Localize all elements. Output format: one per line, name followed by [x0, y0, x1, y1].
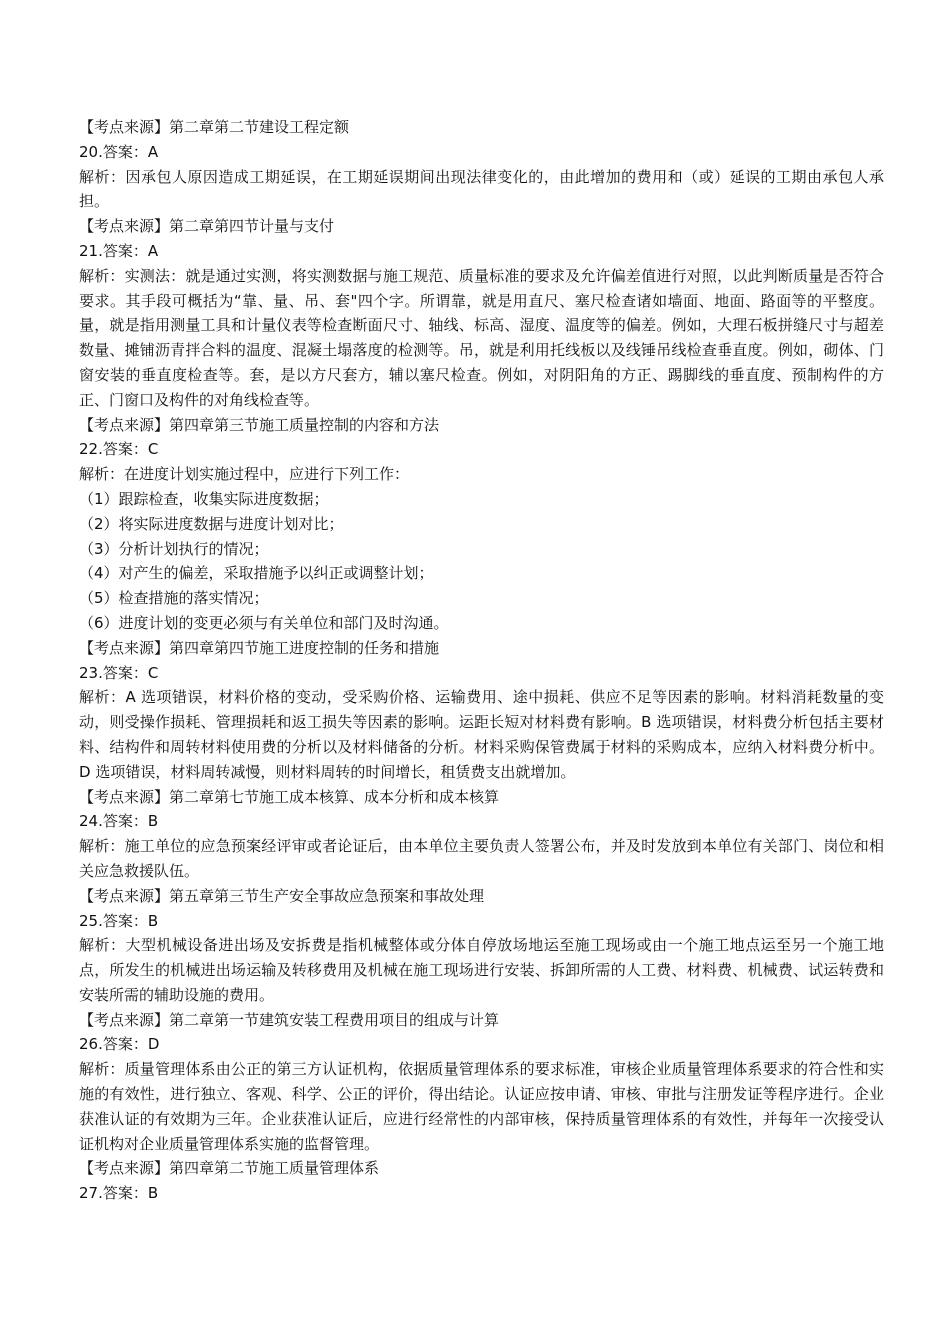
analysis-paragraph: 解析：施工单位的应急预案经评审或者论证后，由本单位主要负责人签署公布，并及时发放到本单位有关部门、岗位和相关应急救援队伍。 [79, 837, 884, 880]
answer-line: 26.答案：D [79, 1035, 160, 1054]
list-item: （1）跟踪检查，收集实际进度数据； [79, 489, 329, 508]
source-line: 【考点来源】第五章第三节生产安全事故应急预案和事故处理 [79, 886, 485, 905]
analysis-paragraph: 解析：质量管理体系由公正的第三方认证机构，依据质量管理体系的要求标准，审核企业质量管理体系要求的符合性和实施的有效性，进行独立、客观、科学、公正的评价，得出结论。认证应按申请、审核、审批与注册发证等程序进行。企业获准认证的有效期为三年。企业获准认证后，应进行经常性的内部审核，保持质量管理体系的有效性，并每年一次接受认证机构对企业质量管理体系实施的监督管理。 [79, 1060, 884, 1153]
answer-line: 23.答案：C [79, 663, 159, 682]
analysis-paragraph: 解析：A 选项错误，材料价格的变动，受采购价格、运输费用、途中损耗、供应不足等因素的影响。材料消耗数量的变动，则受操作损耗、管理损耗和返工损失等因素的影响。运距长短对材料费有影响。B 选项错误，材料费分析包括主要材料、结构件和周转材料使用费的分析以及材料储备的分析。材料采购保管费属于材料的采购成本，应纳入材料费分析中。D 选项错误，材料周转减慢，则材料周转的时间增长，租赁费支出就增加。 [79, 688, 884, 781]
answer-line: 27.答案：B [79, 1184, 159, 1203]
list-item: （4）对产生的偏差，采取措施予以纠正或调整计划； [79, 564, 434, 583]
source-line: 【考点来源】第二章第四节计量与支付 [79, 217, 335, 236]
analysis-paragraph: 解析：大型机械设备进出场及安拆费是指机械整体或分体自停放场地运至施工现场或由一个施工地点运至另一个施工地点，所发生的机械进出场运输及转移费用及机械在施工现场进行安装、拆卸所需的人工费、材料费、机械费、试运转费和安装所需的辅助设施的费用。 [79, 936, 884, 1004]
document-page [79, 115, 884, 1206]
analysis-paragraph: 解析：因承包人原因造成工期延误，在工期延误期间出现法律变化的，由此增加的费用和（或）延误的工期由承包人承担。 [79, 167, 884, 211]
source-line: 【考点来源】第四章第三节施工质量控制的内容和方法 [79, 415, 440, 434]
answer-line: 24.答案：B [79, 812, 159, 831]
list-item: （5）检查措施的落实情况； [79, 589, 269, 608]
analysis-paragraph: 解析：在进度计划实施过程中，应进行下列工作： [79, 465, 410, 484]
answer-line: 21.答案：A [79, 241, 159, 260]
source-line: 【考点来源】第四章第二节施工质量管理体系 [79, 1159, 380, 1178]
source-line: 【考点来源】第四章第四节施工进度控制的任务和措施 [79, 638, 440, 657]
answer-line: 25.答案：B [79, 911, 159, 930]
answer-line: 22.答案：C [79, 440, 159, 459]
analysis-paragraph: 解析：实测法：就是通过实测，将实测数据与施工规范、质量标准的要求及允许偏差值进行对照，以此判断质量是否符合要求。其手段可概括为“靠、量、吊、套"四个字。所谓靠，就是用直尺、塞尺检查诸如墙面、地面、路面等的平整度。量，就是指用测量工具和计量仪表等检查断面尺寸、轴线、标高、湿度、温度等的偏差。例如，大理石板拼缝尺寸与超差数量、摊铺沥青拌合料的温度、混凝土塌落度的检测等。吊，就是利用托线板以及线锤吊线检查垂直度。例如，砌体、门窗安装的垂直度检查等。套，是以方尺套方，辅以塞尺检查。例如，对阴阳角的方正、踢脚线的垂直度、预制构件的方正、门窗口及构件的对角线检查等。 [79, 266, 884, 409]
source-line: 【考点来源】第二章第一节建筑安装工程费用项目的组成与计算 [79, 1010, 500, 1029]
list-item: （2）将实际进度数据与进度计划对比； [79, 514, 344, 533]
list-item: （3）分析计划执行的情况； [79, 539, 269, 558]
answer-line: 20.答案：A [79, 142, 159, 161]
list-item: （6）进度计划的变更必须与有关单位和部门及时沟通。 [79, 613, 449, 632]
source-line: 【考点来源】第二章第二节建设工程定额 [79, 118, 350, 136]
source-line: 【考点来源】第二章第七节施工成本核算、成本分析和成本核算 [79, 787, 500, 806]
